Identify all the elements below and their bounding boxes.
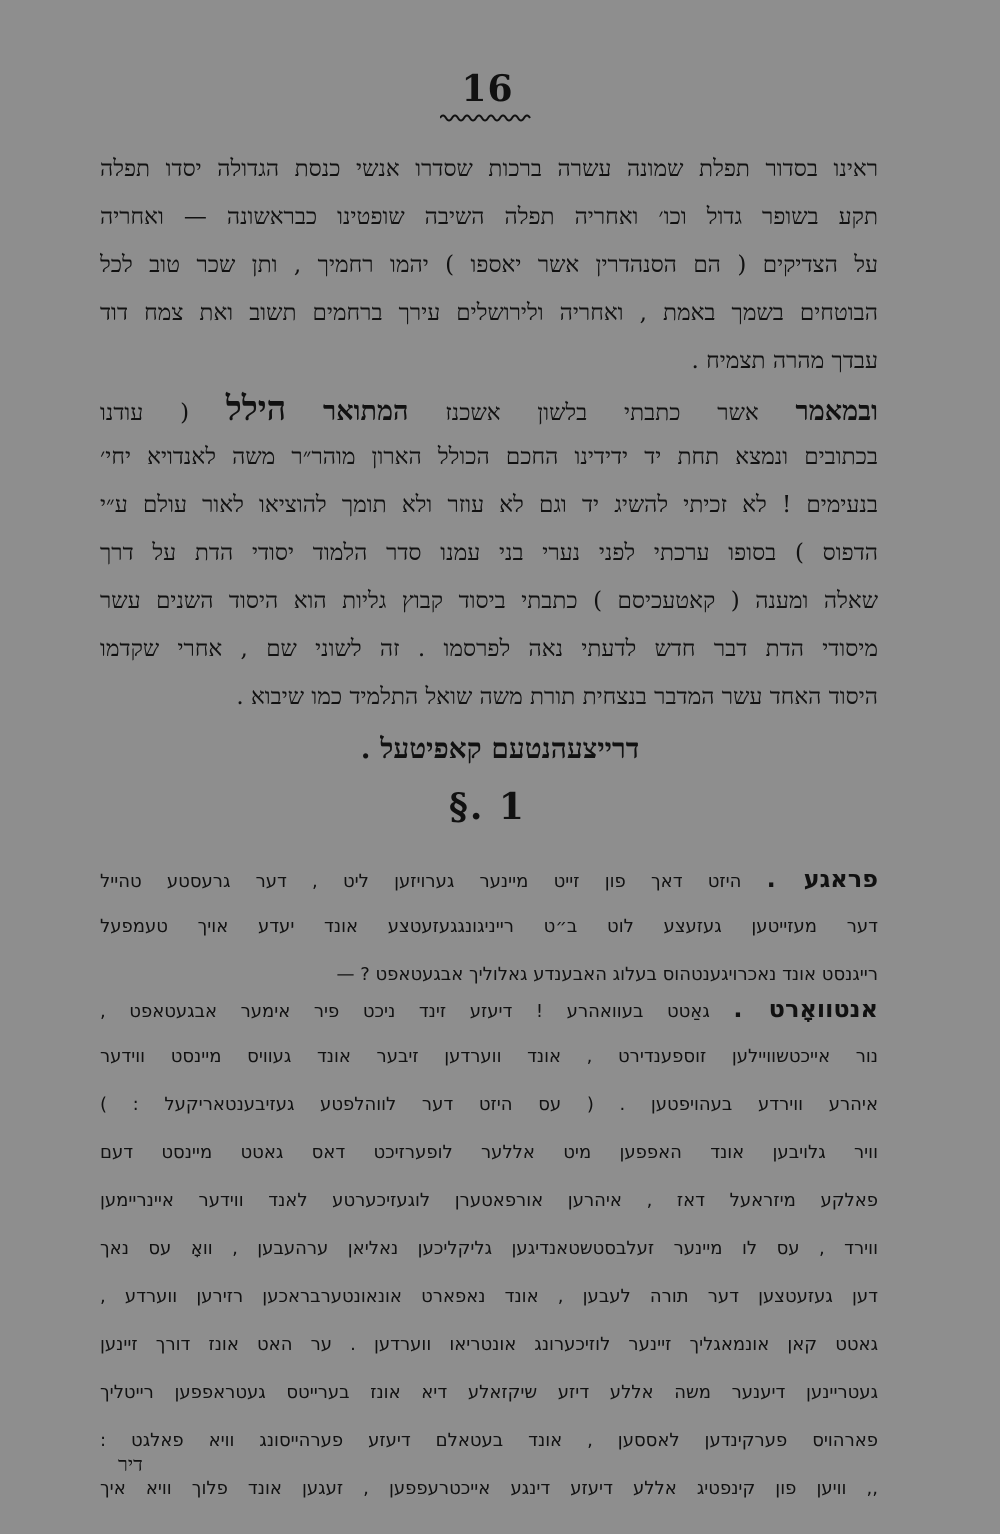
text-fragment: היזט דאך פון זייט מיינער גערויזען ליט , דער גרעסטע טהייל [100,871,742,892]
catchword: דיר [118,1452,143,1476]
text-line: ווירד , עס לו מיינער זעלבסטשטאנדיגען גליקליכען נאליאן ערהעבען , וואָ עס נאך [100,1238,878,1259]
text-line: פאלקע מיזראעל דאז , איהרען אורפאטערן לוגעזיכערטע לאנד ווידער איינריימען [100,1190,878,1211]
page-number: 16 [461,68,514,110]
text-line: געטריינען דיענער משה אללע דיזע שיקזאלע דיא אונז בערייטס געטראפפען רייטליך [100,1382,878,1403]
text-line: ,, וויען פון קינפטיג אללע דיעזע דינגע אייכטרעפפען , זעגען אונד פלוך וויא איך [100,1478,878,1499]
text-line: בנעימים ! לא זכיתי להשיג יד וגם לא עוזר ולא תומך להוציאו לאור עולם ע״י [100,492,878,518]
text-line: ראינו בסדור תפלת שמונה עשרה ברכות שסדרו אנשי כנסת הגדולה יסדו תפלה [100,156,878,182]
text-fragment: אשר כתבתי בלשון אשכנז [445,400,759,426]
bold-phrase: המתואר [323,396,409,427]
chapter-heading: דרייצעהנטעם קאפיטעל . [360,732,640,765]
text-line-with-lead [100,985,878,1033]
text-line: רייגנסט אונד נאכרויגענטהוס בעלוג האבענדע גאלוליך אבגעטאפט ? — [336,964,878,985]
text-line: הדפוס ) בסופו ערכתי לפני נערי בני עמנו סדר הלמוד יסודי הדת על דרך [100,540,878,566]
text-line: נור אייכטשוויילען זוספענדירט , אונד ווערדען זיבער אונד געוויס מיינסט ווידער [100,1046,878,1067]
hebrew-paragraph-1 [100,145,878,385]
text-fragment: גאַטט בעוואהרע ! דיעזע זינד ניכט פיר אימער אבגעטאפט , [100,1001,710,1022]
answer-label: אנטוואָרט . [733,995,878,1023]
text-line: היסוד האחד עשר המדבר בנצחית תורת משה שואל התלמיד כמו שיבוא . [236,684,878,710]
text-line: וויר גלויבען אונד האפפען מיט אללער לופערזיכט דאס גאטט מיינסט דעם [100,1142,878,1163]
lead-word: ובמאמר [795,396,878,427]
text-line: איהרע ווירדע בעהויפטען . ( עס היזט דער לווהלפטע געזיבענטאריקעל : ) [100,1094,878,1115]
text-line: פארהויס פערקינדען לאססען , אונד בעטאלם דיעזע פערהייסונג וויא פאלגט : [100,1430,878,1451]
wavy-underline-ornament [440,113,532,123]
text-line: על הצדיקים ( הם הסנהדרין אשר יאספו ) יהמו רחמיך , ותן שכר טוב לכל [100,252,878,278]
text-line: עבדך מהרה תצמיח . [691,348,878,374]
text-fragment: ( עודנו [100,400,190,426]
hebrew-paragraph-2 [100,385,878,721]
text-line: מיסודי הדת דבר חדש לדעתי נאה לפרסמו . זה לשוני שם , אחרי שקדמו [100,636,878,662]
text-line: הבוטחים בשמך באמת , ואחריה ולירושלים עירך ברחמים תשוב ואת צמח דוד [100,300,878,326]
emphasized-name: הילל [225,389,287,429]
question-block [100,855,878,999]
text-line-with-title [100,385,878,433]
text-line: דען געזעטצען דער תורה לעבען , אונד נאפארט אונאונטערבראכען רזירען ווערדע , [100,1286,878,1307]
text-line: גאטט קאן אונמאגליך זיינער לוזיכערונג אונטריאו ווערדען . ער האט אונז דורך זיינען [100,1334,878,1355]
answer-block [100,985,878,1513]
text-line-with-lead [100,855,878,903]
text-line: תקע בשופר גדול וכו׳ ואחריה תפלה השיבה שופטינו כבראשונה — ואחריה [100,204,878,230]
section-mark: §. 1 [449,786,526,828]
text-line: בכתובים ונמצא תחת יד ידידינו החכם הכולל הארון מוהר״ר משה לאנדויא יחי׳ [100,444,878,470]
text-line: דער מעזייטען געזעצע לוט ב״ט רייניגונגגעזעטצע אונד יעדע אויך טעמפעל [100,916,878,937]
text-line: שאלה ומענה ( קאטעכיסם ) כתבתי ביסוד קבוץ גליות הוא היסוד השנים עשר [100,588,878,614]
question-label: פראגע . [766,865,878,893]
